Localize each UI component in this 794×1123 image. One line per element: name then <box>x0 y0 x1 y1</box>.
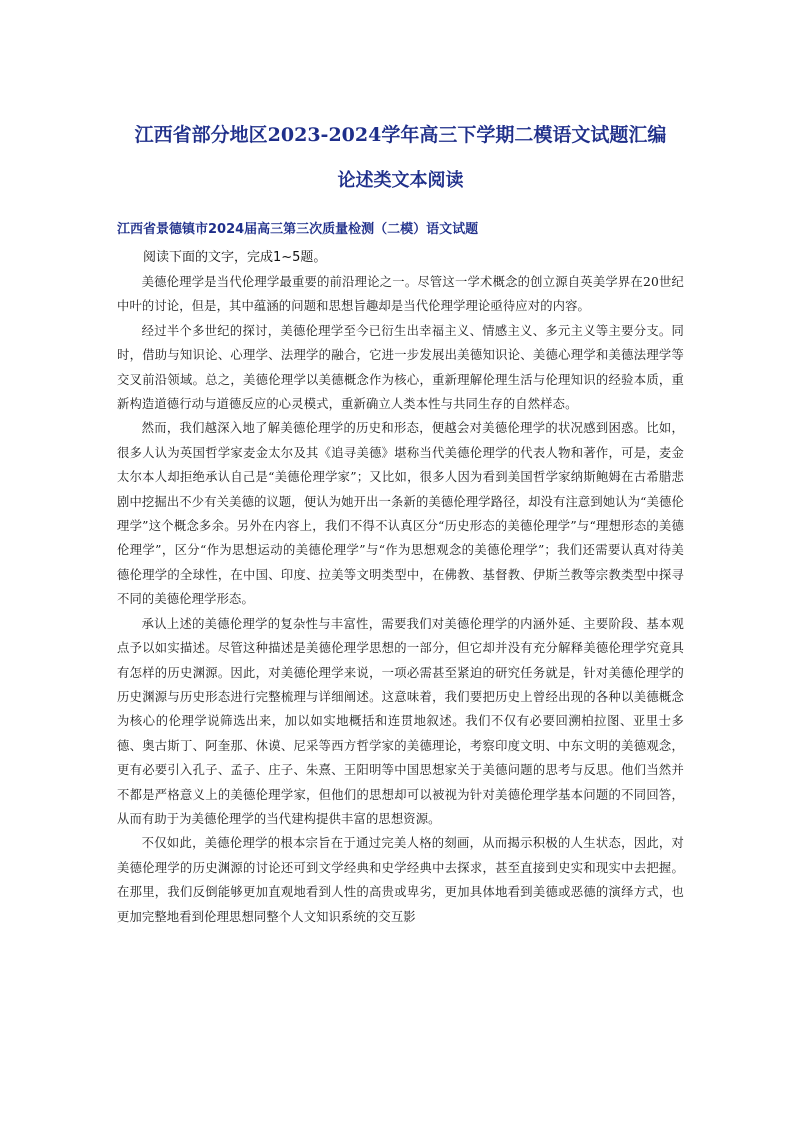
document-title: 江西省部分地区2023-2024学年高三下学期二模语文试题汇编 <box>134 124 667 146</box>
passage-paragraph: 不仅如此，美德伦理学的根本宗旨在于通过完美人格的刻画，从而揭示积极的人生状态，因此，对美德伦理学的历史渊源的讨论还可到文学经典和史学经典中去探求，甚至直接到史实和现实中去把握。在那里，我们反倒能够更加直观地看到人性的高贵或卑劣，更加具体地看到美德或恶德的演绎方式，也更加完整地看到伦理思想同整个人文知识系统的交互影 <box>117 836 684 924</box>
passage-paragraph: 然而，我们越深入地了解美德伦理学的历史和形态，便越会对美德伦理学的状况感到困惑。比如，很多人认为英国哲学家麦金太尔及其《追寻美德》堪称当代美德伦理学的代表人物和著作，可是，麦金太尔本人却拒绝承认自己是“美德伦理学家”；又比如，很多人因为看到美国哲学家纳斯鲍姆在古希腊悲剧中挖掘出不少有关美德的议题，便认为她开出一条新的美德伦理学路径，却没有注意到她认为“美德伦理学”这个概念多余。另外在内容上，我们不得不认真区分“历史形态的美德伦理学”与“理想形态的美德伦理学”，区分“作为思想运动的美德伦理学”与“作为思想观念的美德伦理学”；我们还需要认真对待美德伦理学的全球性，在中国、印度、拉美等文明类型中，在佛教、基督教、伊斯兰教等宗教类型中探寻不同的美德伦理学形态。 <box>117 421 684 607</box>
passage-paragraph: 承认上述的美德伦理学的复杂性与丰富性，需要我们对美德伦理学的内涵外延、主要阶段、基本观点予以如实描述。尽管这种描述是美德伦理学思想的一部分，但它却并没有充分解释美德伦理学究竟具有怎样的历史渊源。因此，对美德伦理学来说，一项必需甚至紧迫的研究任务就是，针对美德伦理学的历史渊源与历史形态进行完整梳理与详细阐述。这意味着，我们要把历史上曾经出现的各种以美德概念为核心的伦理学说筛选出来，加以如实地概括和连贯地叙述。我们不仅有必要回溯柏拉图、亚里士多德、奥古斯丁、阿奎那、休谟、尼采等西方哲学家的美德理论，考察印度文明、中东文明的美德观念，更有必要引入孔子、孟子、庄子、朱熹、王阳明等中国思想家关于美德问题的思考与反思。他们当然并不都是严格意义上的美德伦理学家，但他们的思想却可以被视为针对美德伦理学基本问题的不同回答，从而有助于为美德伦理学的当代建构提供丰富的思想资源。 <box>117 616 684 826</box>
passage-paragraph: 经过半个多世纪的探讨，美德伦理学至今已衍生出幸福主义、情感主义、多元主义等主要分支。同时，借助与知识论、心理学、法理学的融合，它进一步发展出美德知识论、美德心理学和美德法理学等交叉前沿领域。总之，美德伦理学以美德概念作为核心，重新理解伦理生活与伦理知识的经验本质，重新构造道德行动与道德反应的心灵模式，重新确立人类本性与共同生存的自然样态。 <box>117 323 684 412</box>
passage-body <box>117 270 684 929</box>
section-heading: 江西省景德镇市2024届高三第三次质量检测（二模）语文试题 <box>117 222 479 237</box>
passage-paragraph: 美德伦理学是当代伦理学最重要的前沿理论之一。尽管这一学术概念的创立源自英美学界在20世纪中叶的讨论，但是，其中蕴涵的问题和思想旨趣却是当代伦理学理论亟待应对的内容。 <box>117 275 684 314</box>
reading-instruction: 阅读下面的文字，完成1~5题。 <box>143 250 327 265</box>
document-subtitle: 论述类文本阅读 <box>337 170 464 191</box>
